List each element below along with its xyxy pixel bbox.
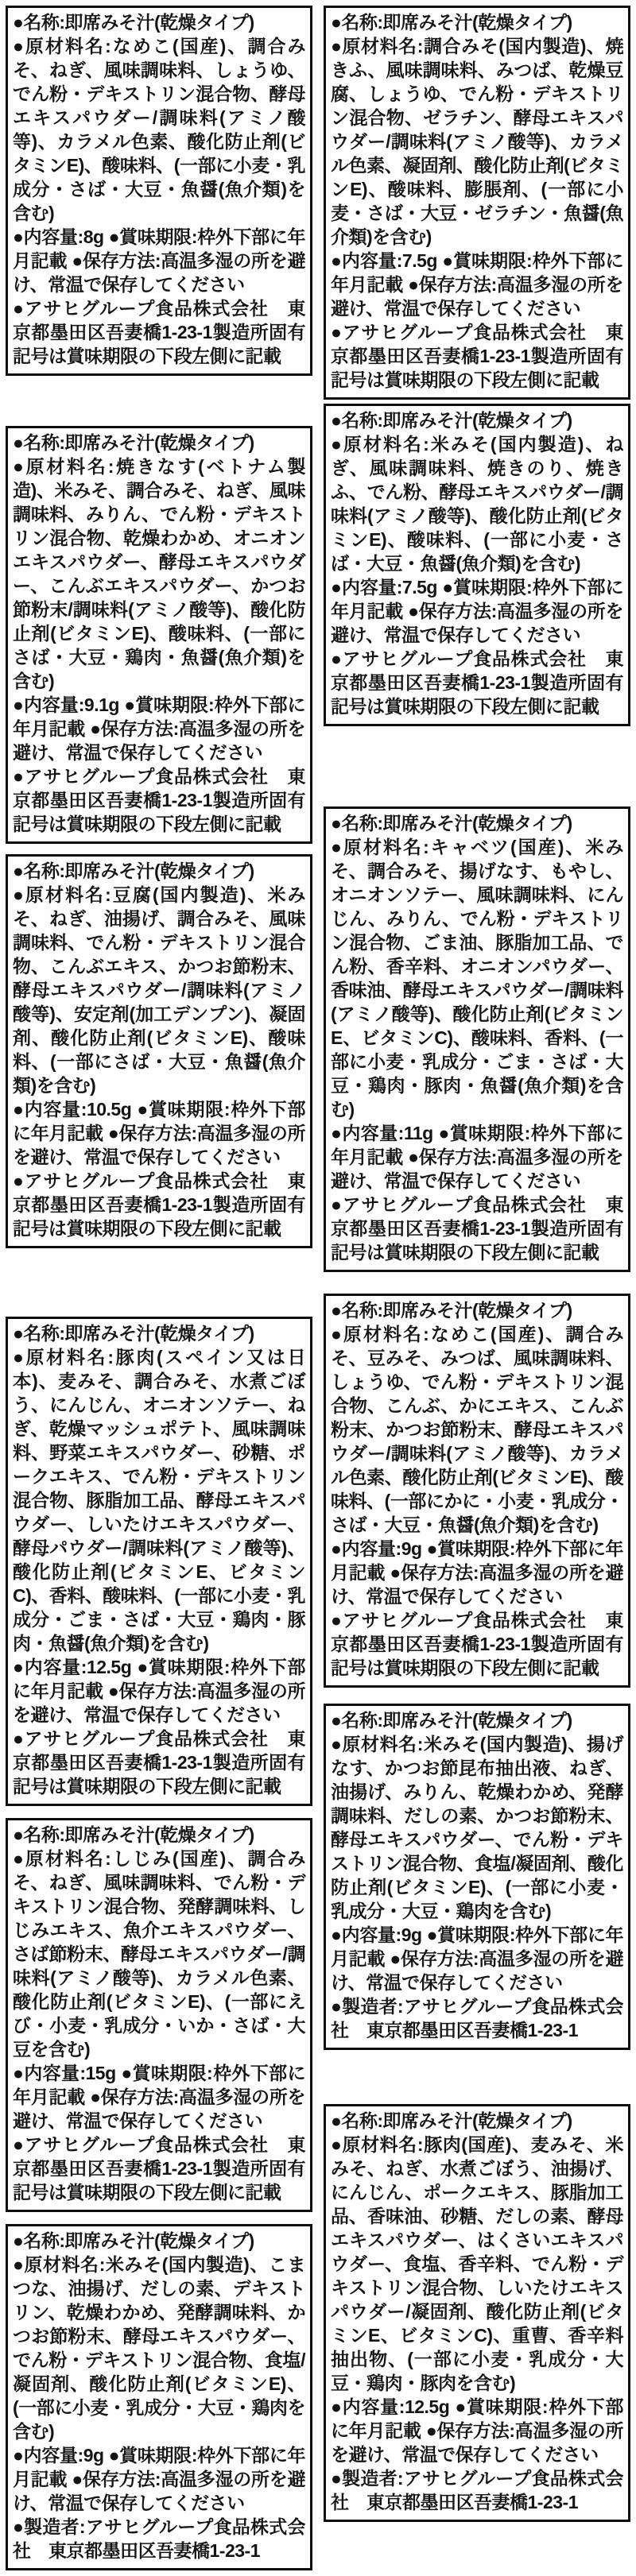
contents-expiry-storage-text: ●内容量:12.5g ●賞味期限:枠外下部に年月記載 ●保存方法:高温多湿の所を避け、常温で保存してください: [331, 2396, 623, 2465]
right-column: [324, 6, 630, 2570]
product-name-line: ●名称:即席みそ汁(乾燥タイプ): [13, 2230, 254, 2251]
label-panel-kyabetsu: [324, 806, 630, 1272]
product-name-line: ●名称:即席みそ汁(乾燥タイプ): [13, 432, 254, 453]
label-panel-komatsuna: [6, 2224, 312, 2570]
manufacturer-text: ●アサヒグループ食品株式会社 東京都墨田区吾妻橋1-23-1製造所固有記号は賞味期限の下段左側に記載: [331, 648, 623, 717]
ingredients-text: ●原材料名:豆腐(国内製造)、米みそ、ねぎ、油揚げ、調合みそ、風味調味料、でん粉・デキストリン混合物、こんぶエキス、かつお節粉末、酵母エキスパウダー/調味料(アミノ酸等)、安定剤(加工デンプン)、凝固剤、酸化防止剤(ビタミンE)、酸味料、(一部にさば・大豆・魚醤(魚介類)を含む): [13, 884, 305, 1096]
contents-expiry-storage-text: ●内容量:9g ●賞味期限:枠外下部に年月記載 ●保存方法:高温多湿の所を避け、常温で保存してください: [331, 1538, 623, 1607]
ingredients-text: ●原材料名:焼きなす(ベトナム製造)、米みそ、調合みそ、ねぎ、風味調味料、みりん、でん粉・デキストリン混合物、乾燥わかめ、オニオンエキスパウダー、酵母エキスパウダー、こんぶエキスパウダー、かつお節粉末/調味料(アミノ酸等)、酸化防止剤(ビタミンE)、酸味料、(一部にさば・大豆・鶏肉・魚醤(魚介類)を含む): [13, 456, 305, 691]
contents-expiry-storage-text: ●内容量:11g ●賞味期限:枠外下部に年月記載 ●保存方法:高温多湿の所を避け、常温で保存してください: [331, 1123, 623, 1191]
ingredients-text: ●原材料名:豚肉(スペイン又は日本)、麦みそ、調合みそ、水煮ごぼう、にんじん、オニオンソテー、ねぎ、乾燥マッシュポテト、風味調味料、野菜エキスパウダー、砂糖、ポークエキス、でん粉・デキストリン混合物、豚脂加工品、酵母エキスパウダー、しいたけエキスパウダー、酵母パウダー/調味料(アミノ酸等)、酸化防止剤(ビタミンE、ビタミンC)、香料、酸味料、(一部に小麦・乳成分・ごま・さば・大豆・鶏肉・豚肉・魚醤(魚介類)を含む): [13, 1347, 305, 1654]
manufacturer-text: ●アサヒグループ食品株式会社 東京都墨田区吾妻橋1-23-1製造所固有記号は賞味期限の下段左側に記載: [331, 1194, 623, 1263]
ingredients-text: ●原材料名:なめこ(国産)、調合みそ、豆みそ、みつば、風味調味料、しょうゆ、でん粉・デキストリン混合物、こんぶ、かにエキス、こんぶ粉末、かつお節粉末、酵母エキスパウダー/調味料(アミノ酸等)、カラメル色素、酸化防止剤(ビタミンE)、酸味料、(一部にかに・小麦・乳成分・さば・大豆・魚醤(魚介類)を含む): [331, 1324, 623, 1535]
manufacturer-text: ●アサヒグループ食品株式会社 東京都墨田区吾妻橋1-23-1製造所固有記号は賞味期限の下段左側に記載: [331, 322, 623, 390]
manufacturer-text: ●製造者:アサヒグループ食品株式会社 東京都墨田区吾妻橋1-23-1: [331, 1996, 623, 2040]
ingredients-text: ●原材料名:なめこ(国産)、調合みそ、ねぎ、風味調味料、しょうゆ、でん粉・デキストリン混合物、酵母エキスパウダー/調味料(アミノ酸等)、カラメル色素、酸化防止剤(ビタミンE)、酸味料、(一部に小麦・乳成分・さば・大豆・魚醤(魚介類)を含む): [13, 36, 305, 223]
label-panel-yakinasu: [6, 426, 312, 844]
contents-expiry-storage-text: ●内容量:7.5g ●賞味期限:枠外下部に年月記載 ●保存方法:高温多湿の所を避け、常温で保存してください: [331, 577, 623, 645]
ingredients-text: ●原材料名:キャベツ(国産)、米みそ、調合みそ、揚げなす、もやし、オニオンソテー、風味調味料、にんじん、みりん、でん粉・デキストリン混合物、ごま油、豚脂加工品、でん粉、香辛料、オニオンパウダー、香味油、酵母エキスパウダー/調味料(アミノ酸等)、酸化防止剤(ビタミンE、ビタミンC)、酸味料、香料、(一部に小麦・乳成分・ごま・さば・大豆・鶏肉・豚肉・魚醤(魚介類)を含む): [331, 837, 623, 1120]
contents-expiry-storage-text: ●内容量:7.5g ●賞味期限:枠外下部に年月記載 ●保存方法:高温多湿の所を避け、常温で保存してください: [331, 250, 623, 319]
product-name-line: ●名称:即席みそ汁(乾燥タイプ): [331, 1710, 572, 1731]
product-name-line: ●名称:即席みそ汁(乾燥タイプ): [331, 813, 572, 834]
label-panel-nameko-kani: [324, 1294, 630, 1688]
ingredients-text: ●原材料名:米みそ(国内製造)、揚げなす、かつお節昆布抽出液、ねぎ、油揚げ、みりん、乾燥わかめ、発酵調味料、だしの素、かつお節粉末、酵母エキスパウダー、でん粉・デキストリン混合物、食塩/凝固剤、酸化防止剤(ビタミンE)、(一部に小麦・乳成分・大豆・鶏肉を含む): [331, 1734, 623, 1921]
ingredients-text: ●原材料名:米みそ(国内製造)、こまつな、油揚げ、だしの素、デキストリン、乾燥わかめ、発酵調味料、かつお節粉末、酵母エキスパウダー、でん粉・デキストリン混合物、食塩/凝固剤、酸化防止剤(ビタミンE)、(一部に小麦・乳成分・大豆・鶏肉を含む): [13, 2254, 305, 2442]
product-name-line: ●名称:即席みそ汁(乾燥タイプ): [13, 861, 254, 881]
manufacturer-text: ●アサヒグループ食品株式会社 東京都墨田区吾妻橋1-23-1製造所固有記号は賞味期限の下段左側に記載: [13, 766, 305, 834]
product-name-line: ●名称:即席みそ汁(乾燥タイプ): [331, 1300, 572, 1321]
manufacturer-text: ●製造者:アサヒグループ食品株式会社 東京都墨田区吾妻橋1-23-1: [13, 2516, 305, 2561]
manufacturer-text: ●製造者:アサヒグループ食品株式会社 東京都墨田区吾妻橋1-23-1: [331, 2468, 623, 2512]
product-name-line: ●名称:即席みそ汁(乾燥タイプ): [331, 410, 572, 431]
label-panel-yakinori: [324, 404, 630, 726]
contents-expiry-storage-text: ●内容量:8g ●賞味期限:枠外下部に年月記載 ●保存方法:高温多湿の所を避け、常温で保存してください: [13, 226, 305, 295]
label-panel-agenasu: [324, 1704, 630, 2050]
product-name-line: ●名称:即席みそ汁(乾燥タイプ): [13, 1824, 254, 1845]
left-column: [6, 6, 312, 2570]
contents-expiry-storage-text: ●内容量:15g ●賞味期限:枠外下部に年月記載 ●保存方法:高温多湿の所を避け、常温で保存してください: [13, 2063, 305, 2131]
product-name-line: ●名称:即席みそ汁(乾燥タイプ): [13, 12, 254, 33]
product-name-line: ●名称:即席みそ汁(乾燥タイプ): [331, 12, 572, 33]
manufacturer-text: ●アサヒグループ食品株式会社 東京都墨田区吾妻橋1-23-1製造所固有記号は賞味期限の下段左側に記載: [13, 1728, 305, 1797]
label-panel-butajiru: [6, 1317, 312, 1806]
contents-expiry-storage-text: ●内容量:9g ●賞味期限:枠外下部に年月記載 ●保存方法:高温多湿の所を避け、常温で保存してください: [13, 2445, 305, 2513]
contents-expiry-storage-text: ●内容量:9.1g ●賞味期限:枠外下部に年月記載 ●保存方法:高温多湿の所を避け、常温で保存してください: [13, 694, 305, 763]
manufacturer-text: ●アサヒグループ食品株式会社 東京都墨田区吾妻橋1-23-1製造所固有記号は賞味期限の下段左側に記載: [13, 298, 305, 366]
ingredients-text: ●原材料名:米みそ(国内製造)、ねぎ、風味調味料、焼きのり、焼きふ、でん粉、酵母エキスパウダー/調味料(アミノ酸等)、酸化防止剤(ビタミンE)、酸味料、(一部に小麦・さば・大豆・魚醤(魚介類)を含む): [331, 434, 623, 574]
ingredients-text: ●原材料名:調合みそ(国内製造)、焼きふ、風味調味料、みつば、乾燥豆腐、しょうゆ、でん粉・デキストリン混合物、ゼラチン、酵母エキスパウダー/調味料(アミノ酸等)、カラメル色素、凝固剤、酸化防止剤(ビタミンE)、酸味料、膨脹剤、(一部に小麦・さば・大豆・ゼラチン・魚醤(魚介類)を含む): [331, 36, 623, 247]
manufacturer-text: ●アサヒグループ食品株式会社 東京都墨田区吾妻橋1-23-1製造所固有記号は賞味期限の下段左側に記載: [13, 1170, 305, 1239]
label-panel-nameko: [6, 6, 312, 376]
label-panel-yakifu-tofu: [324, 6, 630, 400]
product-name-line: ●名称:即席みそ汁(乾燥タイプ): [13, 1323, 254, 1344]
ingredients-text: ●原材料名:しじみ(国産)、調合みそ、ねぎ、風味調味料、でん粉・デキストリン混合物、発酵調味料、しじみエキス、魚介エキスパウダー、さば節粉末、酵母エキスパウダー/調味料(アミノ酸等)、カラメル色素、酸化防止剤(ビタミンE)、(一部にえび・小麦・乳成分・いか・さば・大豆を含む): [13, 1848, 305, 2060]
manufacturer-text: ●アサヒグループ食品株式会社 東京都墨田区吾妻橋1-23-1製造所固有記号は賞味期限の下段左側に記載: [331, 1610, 623, 1678]
contents-expiry-storage-text: ●内容量:10.5g ●賞味期限:枠外下部に年月記載 ●保存方法:高温多湿の所を避け、常温で保存してください: [13, 1099, 305, 1167]
contents-expiry-storage-text: ●内容量:12.5g ●賞味期限:枠外下部に年月記載 ●保存方法:高温多湿の所を避け、常温で保存してください: [13, 1657, 305, 1725]
manufacturer-text: ●アサヒグループ食品株式会社 東京都墨田区吾妻橋1-23-1製造所固有記号は賞味期限の下段左側に記載: [13, 2134, 305, 2203]
label-panel-shijimi: [6, 1818, 312, 2212]
product-name-line: ●名称:即席みそ汁(乾燥タイプ): [331, 2110, 572, 2131]
label-panel-tonjiru: [324, 2104, 630, 2522]
label-panel-tofu: [6, 854, 312, 1248]
contents-expiry-storage-text: ●内容量:9g ●賞味期限:枠外下部に年月記載 ●保存方法:高温多湿の所を避け、常温で保存してください: [331, 1924, 623, 1993]
ingredients-text: ●原材料名:豚肉(国産)、麦みそ、米みそ、ねぎ、水煮ごぼう、油揚げ、にんじん、ポークエキス、豚脂加工品、香味油、砂糖、だしの素、酵母エキスパウダー、はくさいエキスパウダー、食塩、香辛料、でん粉・デキストリン混合物、しいたけエキスパウダー/凝固剤、酸化防止剤(ビタミンE、ビタミンC)、重曹、香辛料抽出物、(一部に小麦・乳成分・大豆・鶏肉・豚肉を含む): [331, 2134, 623, 2393]
